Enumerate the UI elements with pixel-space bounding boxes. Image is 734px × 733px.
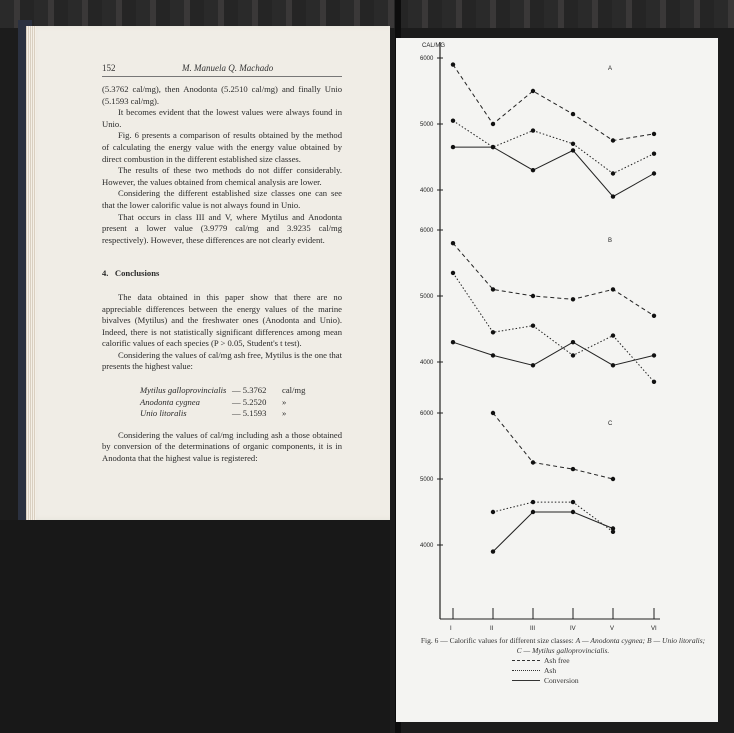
- y-tick-label: 6000: [420, 56, 434, 62]
- paragraph: Considering the values of cal/mg ash free, Mytilus is the one that presents the highest value:: [102, 349, 342, 372]
- data-point: [451, 241, 455, 245]
- data-point: [491, 411, 495, 415]
- body-text: [102, 84, 342, 465]
- data-point: [611, 333, 615, 337]
- data-point: [652, 380, 656, 384]
- page-number: 152: [102, 63, 116, 73]
- species-value: — 5.2520: [232, 396, 267, 407]
- page-edges: [26, 26, 36, 520]
- data-point: [611, 363, 615, 367]
- data-point: [451, 340, 455, 344]
- data-point: [451, 119, 455, 123]
- series-line: [493, 502, 613, 532]
- series-line: [493, 512, 613, 552]
- x-tick-label: IV: [570, 626, 576, 632]
- species-row: [140, 408, 342, 420]
- data-point: [491, 353, 495, 357]
- y-tick-label: 4000: [420, 543, 434, 549]
- legend-line-dotted: [512, 670, 540, 671]
- section-number: 4.: [102, 268, 109, 279]
- data-point: [491, 510, 495, 514]
- data-point: [611, 138, 615, 142]
- species-row: [140, 397, 342, 409]
- species-value: — 5.3762: [232, 385, 267, 396]
- y-tick-label: 5000: [420, 477, 434, 483]
- data-point: [531, 324, 535, 328]
- y-tick-label: 6000: [420, 228, 434, 234]
- running-head: M. Manuela Q. Machado: [182, 63, 274, 73]
- x-tick-label: II: [490, 626, 494, 632]
- legend-item: [512, 655, 579, 665]
- y-tick-label: 4000: [420, 188, 434, 194]
- panel-label: C: [608, 421, 613, 427]
- species-unit: cal/mg: [282, 385, 306, 396]
- data-point: [611, 194, 615, 198]
- x-tick-label: V: [610, 626, 615, 632]
- legend-label: Ash: [544, 665, 557, 675]
- data-point: [491, 287, 495, 291]
- legend-item: [512, 665, 579, 675]
- data-point: [531, 460, 535, 464]
- data-point: [571, 500, 575, 504]
- data-point: [451, 62, 455, 66]
- data-point: [611, 287, 615, 291]
- series-line: [453, 342, 654, 365]
- data-point: [571, 467, 575, 471]
- y-tick-label: 4000: [420, 360, 434, 366]
- data-point: [652, 132, 656, 136]
- species-unit: »: [282, 408, 287, 419]
- data-point: [571, 297, 575, 301]
- paragraph: The data obtained in this paper show that there are no appreciable differences between the energy values of the marine bivalves (Mytilus) and the freshwater ones (Anodonta and Unio). Indeed, there is not statistically significant differences among mean calorific values of each species (P > 0.05, Student's t test).: [102, 291, 342, 349]
- y-axis-label: CAL/MG: [422, 43, 446, 49]
- data-point: [571, 142, 575, 146]
- data-point: [531, 89, 535, 93]
- y-tick-label: 5000: [420, 122, 434, 128]
- section-heading: [102, 268, 342, 280]
- data-point: [531, 168, 535, 172]
- data-point: [652, 171, 656, 175]
- data-point: [531, 510, 535, 514]
- legend-line-solid: [512, 680, 540, 681]
- background-top: [0, 0, 734, 28]
- species-name: Anodonta cygnea: [140, 396, 200, 407]
- data-point: [491, 122, 495, 126]
- data-point: [451, 145, 455, 149]
- caption-a: A — Anodonta cygnea;: [575, 636, 646, 645]
- y-tick-label: 5000: [420, 294, 434, 300]
- section-title: Conclusions: [114, 268, 160, 279]
- series-line: [453, 147, 654, 197]
- legend-label: Conversion: [544, 675, 579, 685]
- header-rule: [102, 76, 342, 77]
- paragraph: The results of these two methods do not differ considerably. However, the values obtained from chemical analysis are lower.: [102, 165, 342, 187]
- series-line: [453, 65, 654, 141]
- data-point: [491, 145, 495, 149]
- panel-label: B: [608, 238, 613, 244]
- background-table: [0, 520, 390, 733]
- data-point: [491, 549, 495, 553]
- data-point: [652, 152, 656, 156]
- data-point: [571, 510, 575, 514]
- data-point: [491, 330, 495, 334]
- x-tick-label: VI: [651, 626, 657, 632]
- figure-legend: [512, 655, 579, 685]
- series-line: [493, 413, 613, 479]
- caption-b: B — Unio litoralis;: [647, 636, 706, 645]
- species-name: Unio litoralis: [140, 408, 187, 419]
- data-point: [531, 294, 535, 298]
- paragraph: Considering the different established size classes one can see that the lower calorific value is not always found in Unio.: [102, 188, 342, 210]
- paragraph: That occurs in class III and V, where Mytilus and Anodonta present a lower value (3.9779 cal/mg and 3.9235 cal/mg respectively). However, these differences are not clearly evident.: [102, 211, 342, 245]
- species-name: Mytilus galloprovincialis: [140, 385, 227, 396]
- data-point: [451, 271, 455, 275]
- data-point: [571, 112, 575, 116]
- y-tick-label: 6000: [420, 411, 434, 417]
- data-point: [571, 353, 575, 357]
- data-point: [531, 500, 535, 504]
- species-row: [140, 385, 342, 397]
- species-value: — 5.1593: [232, 408, 267, 419]
- paragraph: It becomes evident that the lowest values were always found in Unio.: [102, 107, 342, 129]
- data-point: [611, 477, 615, 481]
- data-point: [611, 526, 615, 530]
- species-unit: »: [282, 396, 287, 407]
- x-tick-label: I: [450, 626, 452, 632]
- data-point: [611, 171, 615, 175]
- x-tick-label: III: [530, 626, 536, 632]
- data-point: [531, 128, 535, 132]
- species-list: [140, 385, 342, 420]
- panel-label: A: [608, 66, 613, 72]
- data-point: [531, 363, 535, 367]
- legend-item: [512, 675, 579, 685]
- figure-6-chart: [396, 38, 718, 638]
- legend-label: Ash free: [544, 655, 570, 665]
- data-point: [652, 314, 656, 318]
- legend-line-dashed: [512, 660, 540, 661]
- paragraph: Fig. 6 presents a comparison of results obtained by the method of calculating the energy value with the energy value obtained by direct combustion in the different established size classes.: [102, 130, 342, 164]
- caption-prefix: Fig. 6 — Calorific values for different size classes:: [420, 636, 576, 645]
- paragraph: (5.3762 cal/mg), then Anodonta (5.2510 cal/mg) and finally Unio (5.1593 cal/mg).: [102, 84, 342, 106]
- series-line: [453, 243, 654, 316]
- data-point: [571, 340, 575, 344]
- series-line: [453, 273, 654, 382]
- caption-c: C — Mytilus galloprovincialis.: [516, 645, 610, 655]
- data-point: [652, 353, 656, 357]
- figure-caption: [418, 636, 708, 655]
- paragraph: Considering the values of cal/mg including ash a those obtained by conversion of the determinations of organic components, it is in Anodonta that the highest value is registered:: [102, 429, 342, 464]
- data-point: [571, 148, 575, 152]
